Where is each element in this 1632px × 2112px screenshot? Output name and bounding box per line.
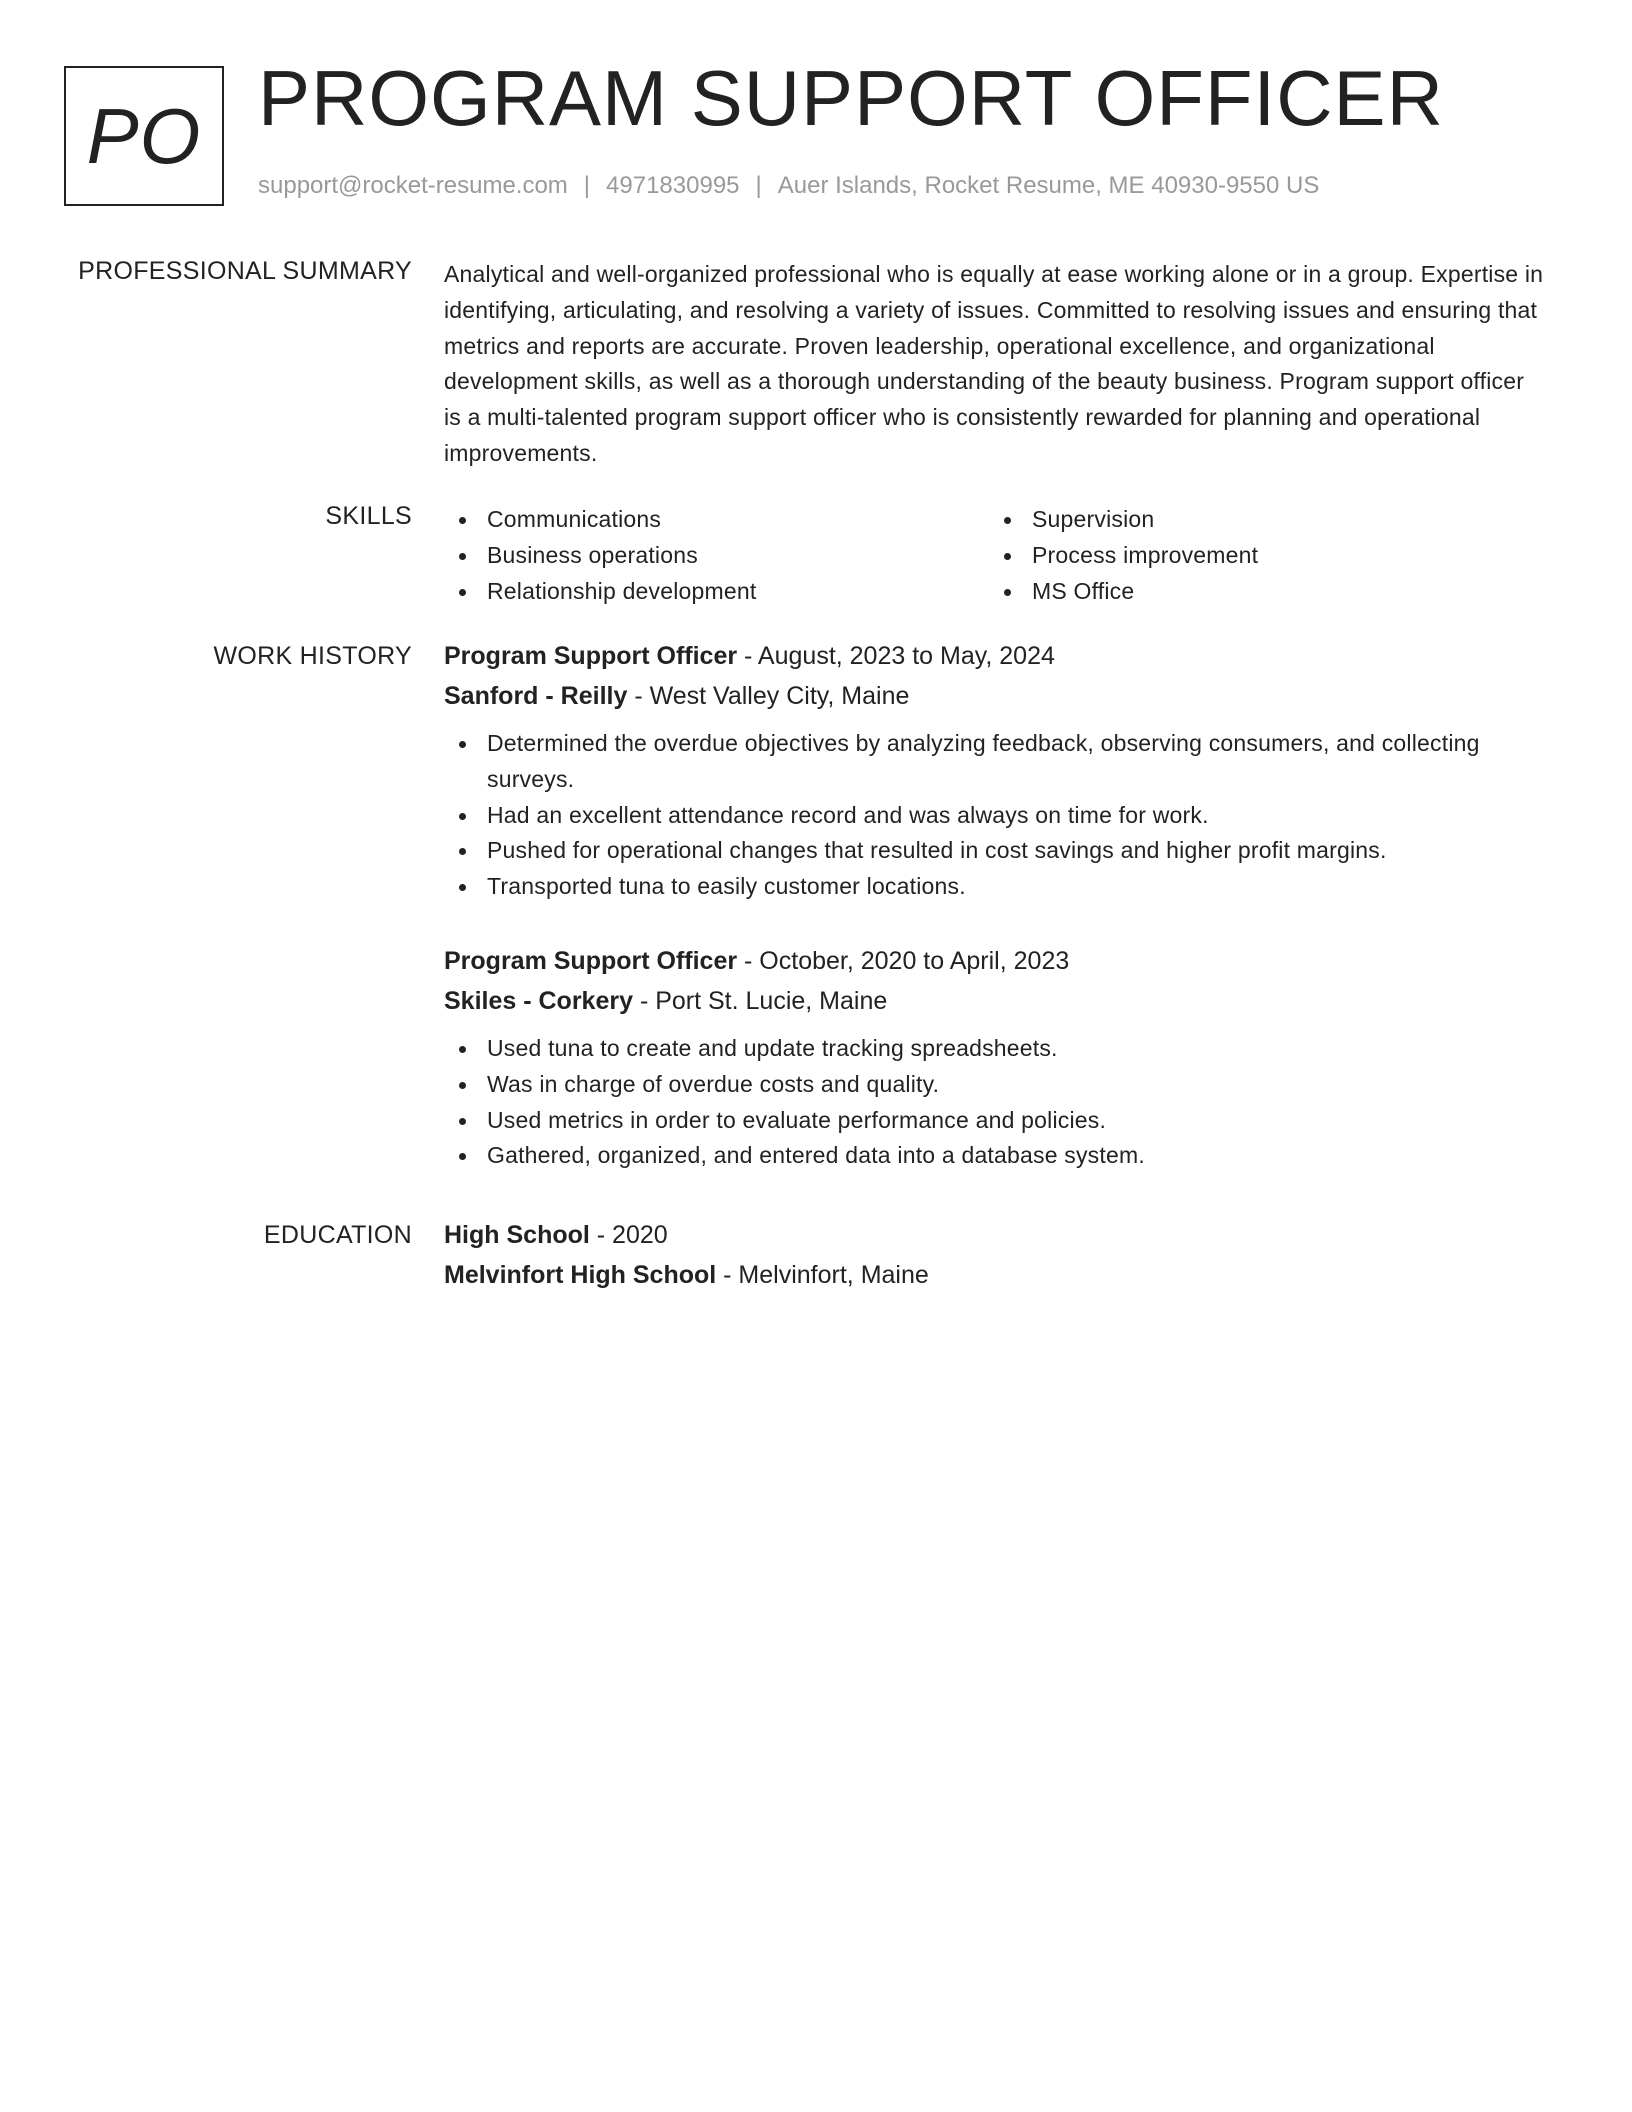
- contact-email: support@rocket-resume.com: [258, 172, 568, 199]
- list-item: Relationship development: [444, 574, 756, 610]
- education-school-line: [444, 1255, 1544, 1295]
- list-item: Business operations: [444, 538, 756, 574]
- job-bullets: [444, 726, 1534, 905]
- monogram-box: [64, 66, 224, 206]
- list-item: Used metrics in order to evaluate performance and policies.: [444, 1103, 1534, 1139]
- list-item: Transported tuna to easily customer locations.: [444, 869, 1534, 905]
- job-dates: - August, 2023 to May, 2024: [737, 642, 1055, 670]
- job-dates: - October, 2020 to April, 2023: [737, 947, 1070, 975]
- contact-separator: |: [583, 172, 591, 199]
- list-item: Process improvement: [989, 538, 1258, 574]
- section-label-education: EDUCATION: [263, 1221, 412, 1249]
- contact-separator: |: [755, 172, 762, 199]
- job-company-line: [444, 981, 1544, 1021]
- contact-line: [258, 172, 1319, 200]
- education-school: Melvinfort High School: [444, 1261, 717, 1289]
- list-item: Pushed for operational changes that resulted in cost savings and higher profit margins.: [444, 833, 1534, 869]
- section-label-summary: PROFESSIONAL SUMMARY: [78, 257, 412, 285]
- skills-column-1: [444, 502, 756, 609]
- job-company: Sanford - Reilly: [444, 682, 628, 710]
- list-item: Had an excellent attendance record and was always on time for work.: [444, 798, 1534, 834]
- job-title: Program Support Officer: [444, 947, 738, 975]
- job-entry: [444, 941, 1544, 1174]
- skills-column-2: [989, 502, 1258, 609]
- section-label-work-history: WORK HISTORY: [213, 642, 412, 670]
- list-item: MS Office: [989, 574, 1258, 610]
- job-bullets: [444, 1031, 1534, 1174]
- list-item: Gathered, organized, and entered data into a database system.: [444, 1138, 1534, 1174]
- list-item: Was in charge of overdue costs and quality.: [444, 1067, 1534, 1103]
- monogram-initials: PO: [86, 91, 202, 180]
- job-title-line: [444, 941, 1544, 981]
- list-item: Communications: [444, 502, 756, 538]
- job-company: Skiles - Corkery: [444, 987, 633, 1015]
- job-location: - West Valley City, Maine: [627, 682, 910, 710]
- section-label-skills: SKILLS: [325, 502, 412, 530]
- education-degree-line: [444, 1215, 1544, 1255]
- page-title: PROGRAM SUPPORT OFFICER: [258, 54, 1444, 142]
- list-item: Determined the overdue objectives by analyzing feedback, observing consumers, and collecting surveys.: [444, 726, 1534, 798]
- education-year: - 2020: [589, 1221, 668, 1249]
- job-title-line: [444, 636, 1544, 676]
- education-entry: [444, 1215, 1544, 1295]
- job-title: Program Support Officer: [444, 642, 738, 670]
- contact-phone: 4971830995: [606, 172, 740, 199]
- job-entry: [444, 636, 1544, 905]
- job-company-line: [444, 676, 1544, 716]
- contact-address: Auer Islands, Rocket Resume, ME 40930-9550 US: [777, 172, 1320, 199]
- job-location: - Port St. Lucie, Maine: [633, 987, 888, 1015]
- list-item: Used tuna to create and update tracking spreadsheets.: [444, 1031, 1534, 1067]
- list-item: Supervision: [989, 502, 1258, 538]
- education-degree: High School: [444, 1221, 590, 1249]
- summary-text: Analytical and well-organized professional who is equally at ease working alone or in a group. Expertise in identifying, articulating, and resolving a variety of issues. Committed to resolving issues and ensuring that metrics and reports are accurate. Proven leadership, operational excellence, and organizational development skills, as well as a thorough understanding of the beauty business. Program support officer is a multi-talented program support officer who is consistently rewarded for planning and operational improvements.: [444, 261, 1544, 466]
- education-location: - Melvinfort, Maine: [716, 1261, 929, 1289]
